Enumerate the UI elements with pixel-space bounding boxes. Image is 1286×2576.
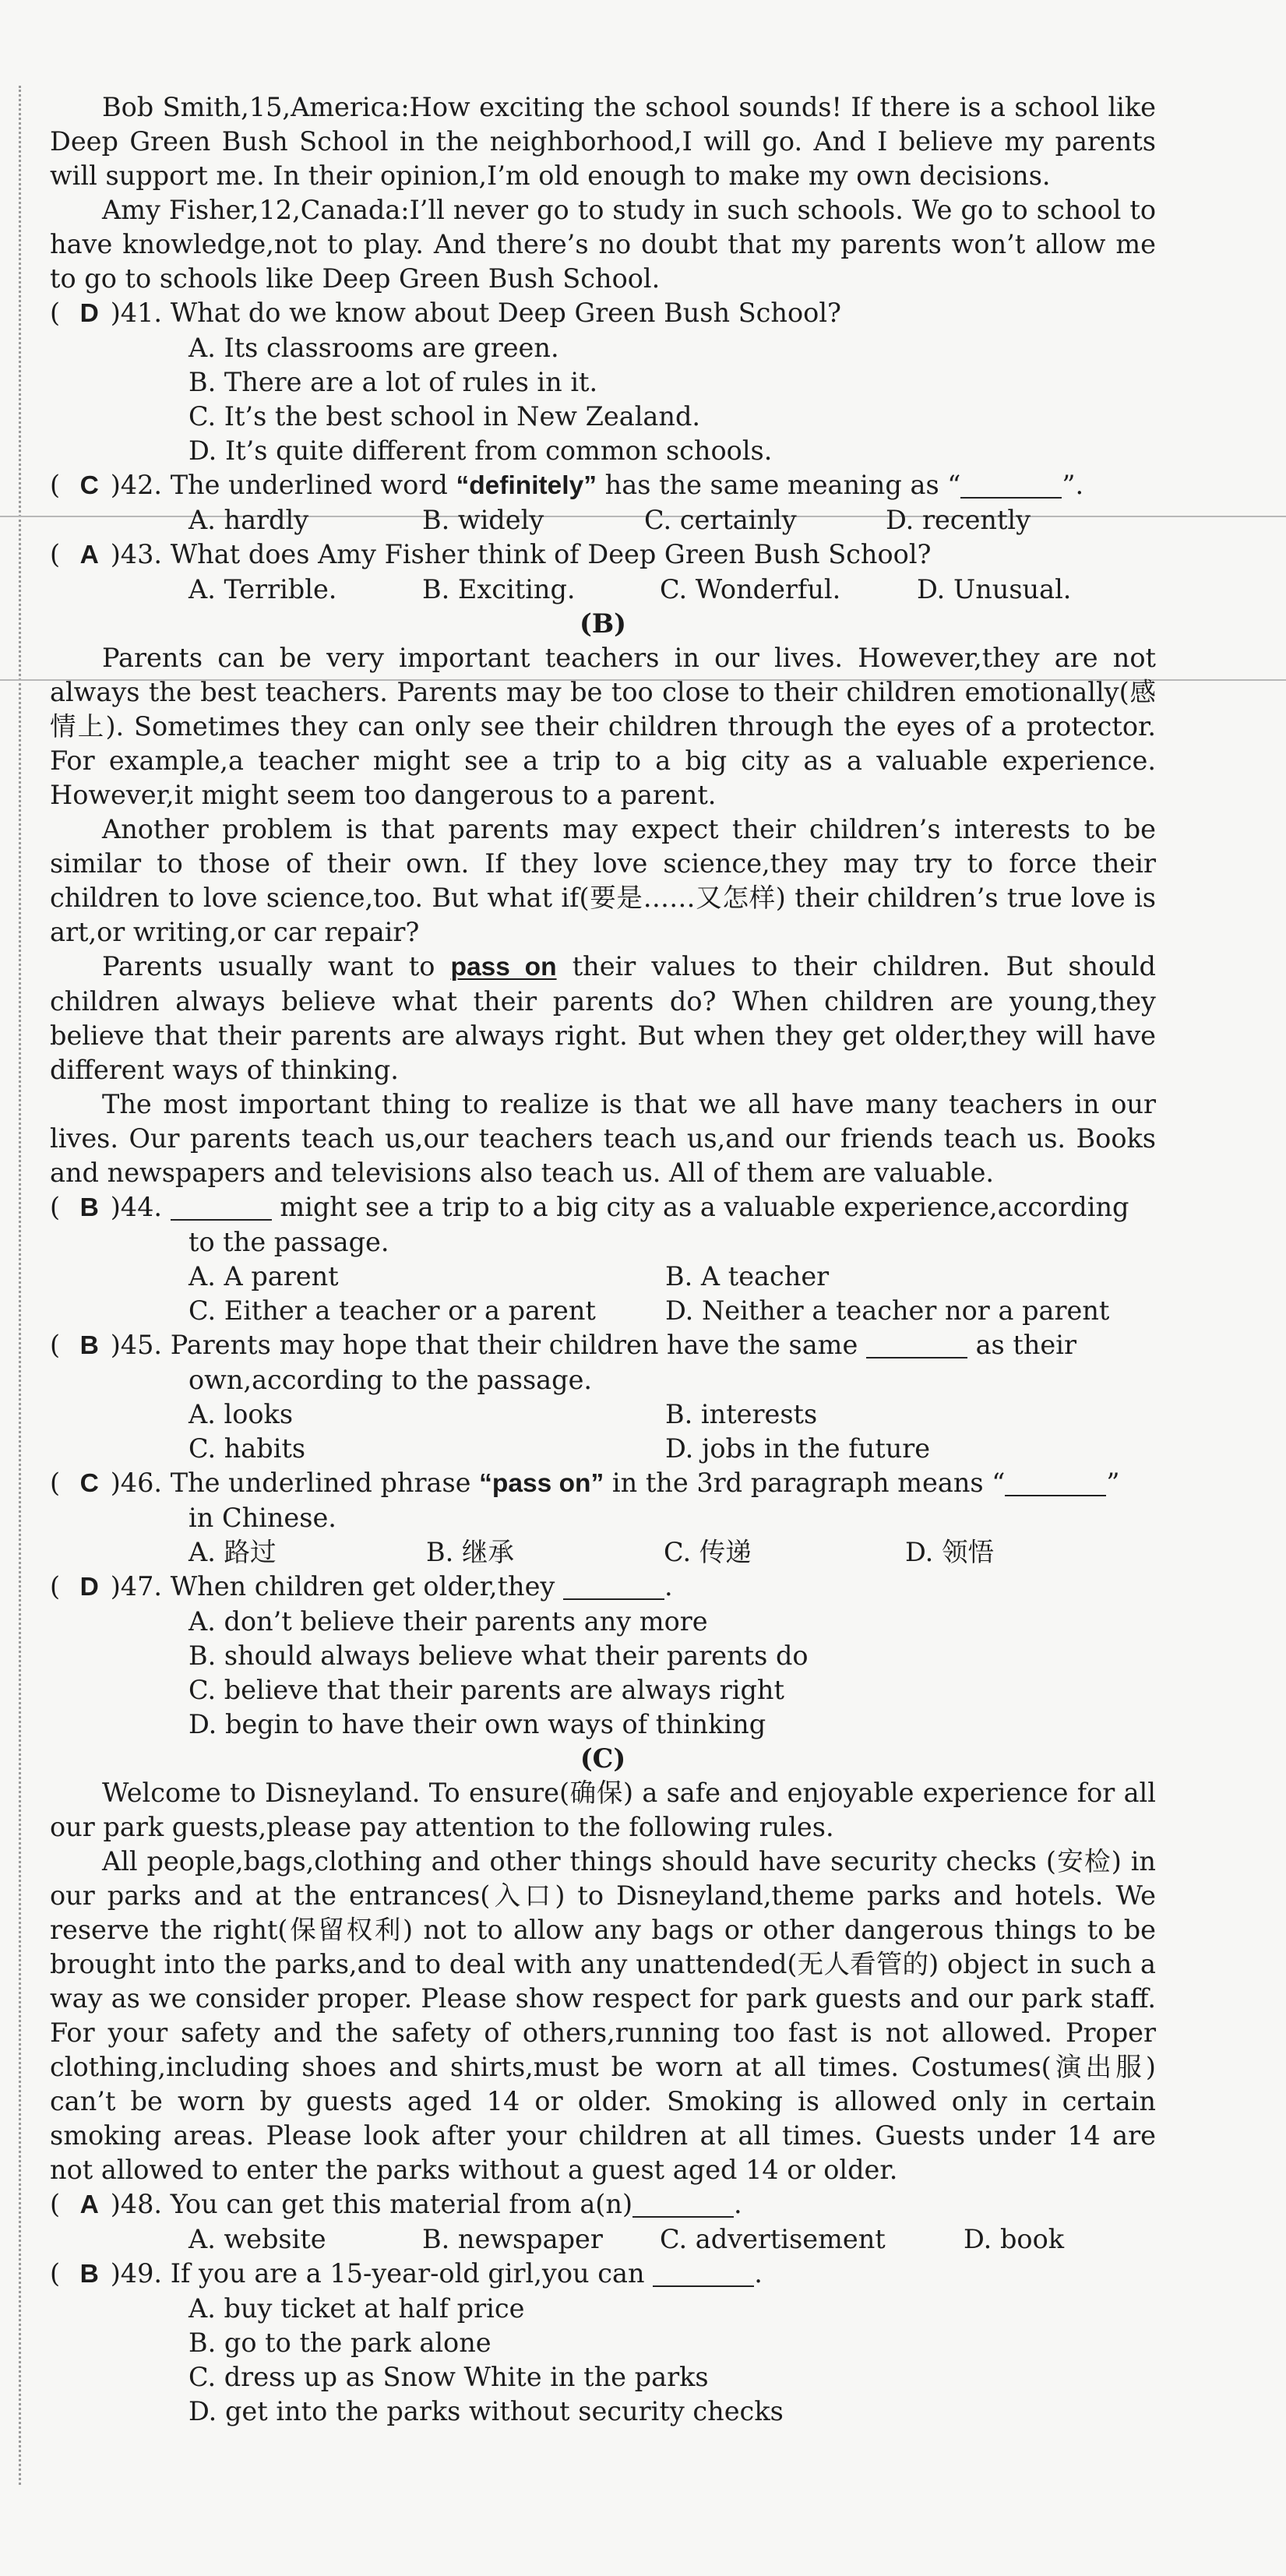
option-47a: A. don’t believe their parents any more — [188, 1606, 708, 1637]
option-41c: C. It’s the best school in New Zealand. — [188, 401, 701, 432]
question-46-cont: in Chinese. — [188, 1503, 336, 1533]
underlined-word: “definitely” — [456, 471, 597, 500]
blank — [1005, 1470, 1106, 1496]
blank — [653, 2261, 754, 2287]
option-49d: D. get into the parks without security checks — [188, 2396, 784, 2426]
answer-42: C — [79, 471, 99, 500]
answer-46: C — [79, 1469, 99, 1498]
question-45-cont: own,according to the passage. — [188, 1365, 593, 1395]
answer-49: B — [79, 2260, 99, 2289]
answer-41: D — [79, 299, 99, 328]
answer-43: A — [79, 541, 99, 569]
blank — [866, 1332, 967, 1358]
paragraph-bob: Bob Smith,15,America:How exciting the school sounds! If there is a school like Deep Green Bush School in the neighborhood,I will go. And I believe my parents will support me. In their opinion,I’m old enough to make my own decisions. — [50, 92, 1156, 191]
question-42: ( C )42. The underlined word “definitely” has the same meaning as “ ”. — [50, 468, 1156, 503]
blank — [563, 1573, 664, 1600]
options-42: A. hardly B. widely C. certainly D. recently — [188, 505, 1031, 535]
option-47c: C. believe that their parents are always right — [188, 1675, 784, 1705]
paragraph-c1: Welcome to Disneyland. To ensure(确保) a safe and enjoyable experience for all our park guests,please pay attention to the following rules. — [50, 1778, 1156, 1842]
options-45-row2: C. habits D. jobs in the future — [188, 1433, 931, 1464]
question-44: ( B )44. might see a trip to a big city as a valuable experience,according — [50, 1190, 1156, 1225]
paragraph-b4: The most important thing to realize is that we all have many teachers in our lives. Our parents teach us,our teachers teach us,and our friends teach us. Books and newspapers and televisions also teach us. All of them are valuable. — [50, 1089, 1156, 1188]
option-49a: A. buy ticket at half price — [188, 2293, 525, 2324]
answer-44: B — [79, 1193, 99, 1222]
options-44-row2: C. Either a teacher or a parent D. Neither a teacher nor a parent — [188, 1295, 1110, 1326]
option-47d: D. begin to have their own ways of thinking — [188, 1709, 766, 1739]
blank — [632, 2191, 734, 2218]
paragraph-b3: Parents usually want to pass on their values to their children. But should children always believe what their parents do? When children are young,they believe that their parents are always right. But when they get older,they will have different ways of thinking. — [50, 951, 1156, 1085]
paragraph-amy: Amy Fisher,12,Canada:I’ll never go to study in such schools. We go to school to have knowledge,not to play. And there’s no doubt that my parents won’t allow me to go to schools like Deep Green Bush School. — [50, 195, 1156, 294]
paragraph-b1: Parents can be very important teachers in our lives. However,they are not always the best teachers. Parents may be too close to their children emotionally(感情上). Sometimes they can only see their children through the eyes of a protector. For example,a teacher might see a trip to a big city as a valuable experience. However,it might seem too dangerous to a parent. — [50, 643, 1156, 810]
answer-48: A — [79, 2190, 99, 2219]
options-44-row1: A. A parent B. A teacher — [188, 1261, 830, 1292]
options-43: A. Terrible. B. Exciting. C. Wonderful. D. Unusual. — [188, 574, 1072, 604]
option-41d: D. It’s quite different from common schools. — [188, 435, 773, 466]
option-49c: C. dress up as Snow White in the parks — [188, 2362, 709, 2392]
underlined-phrase-ref: “pass on” — [479, 1469, 604, 1498]
question-47: ( D )47. When children get older,they . — [50, 1570, 1156, 1605]
paragraph-c2: All people,bags,clothing and other things should have security checks (安检) in our parks and at the entrances(入口) to Disneyland,theme parks and hotels. We reserve the right(保留权利) not to allow any bags or other dangerous things to be brought into the parks,and to deal with any unattended(无人看管的) object in such a way as we consider proper. Please show respect for park guests and our park staff. For your safety and the safety of others,running too fast is not allowed. Proper clothing,including shoes and shirts,must be worn at all times. Costumes(演出服) can’t be worn by guests aged 14 or older. Smoking is allowed only in certain smoking areas. Please look after your children at all times. Guests under 14 are not allowed to enter the parks without a guest aged 14 or older. — [50, 1846, 1156, 2185]
question-46: ( C )46. The underlined phrase “pass on” in the 3rd paragraph means “ ” — [50, 1466, 1156, 1501]
question-44-cont: to the passage. — [188, 1227, 389, 1257]
question-43: ( A )43. What does Amy Fisher think of Deep Green Bush School? — [50, 537, 1156, 573]
paragraph-b2: Another problem is that parents may expect their children’s interests to be similar to those of their own. If they love science,they may try to force their children to love science,too. But what if(要是……又怎样) their children’s true love is art,or writing,or car repair? — [50, 814, 1156, 947]
question-49: ( B )49. If you are a 15-year-old girl,you can . — [50, 2257, 1156, 2292]
margin-dotted-line — [19, 86, 21, 2485]
document-body — [50, 90, 1156, 2429]
question-41: ( D )41. What do we know about Deep Green Bush School? — [50, 296, 1156, 331]
blank — [960, 472, 1062, 499]
section-c-heading: (C) — [580, 1743, 626, 1774]
option-47b: B. should always believe what their parents do — [188, 1640, 809, 1671]
question-45: ( B )45. Parents may hope that their children have the same as their — [50, 1328, 1156, 1363]
options-48: A. website B. newspaper C. advertisement D. book — [188, 2224, 1065, 2254]
options-45-row1: A. looks B. interests — [188, 1399, 818, 1429]
option-41a: A. Its classrooms are green. — [188, 333, 559, 363]
underlined-phrase: pass on — [450, 953, 557, 981]
option-49b: B. go to the park alone — [188, 2328, 491, 2358]
question-48: ( A )48. You can get this material from a(n) . — [50, 2187, 1156, 2222]
answer-45: B — [79, 1331, 99, 1360]
answer-47: D — [79, 1573, 99, 1602]
section-b-heading: (B) — [579, 608, 626, 639]
blank — [171, 1194, 272, 1221]
options-46: A. 路过 B. 继承 C. 传递 D. 领悟 — [188, 1537, 994, 1567]
option-41b: B. There are a lot of rules in it. — [188, 367, 598, 397]
